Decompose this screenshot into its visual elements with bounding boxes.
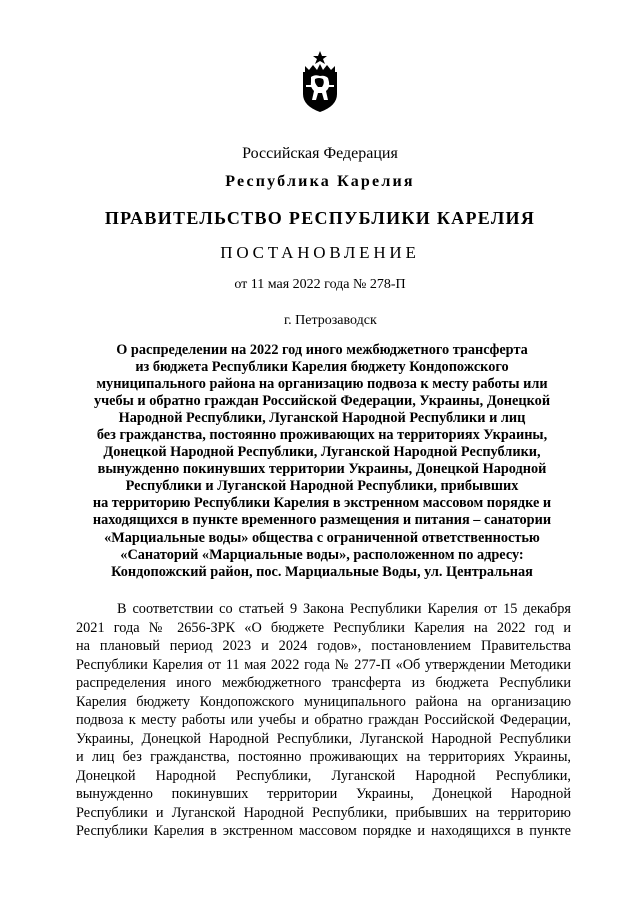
title-line: вынужденно покинувших территории Украины, Донецкой Народной <box>97 461 547 478</box>
body-line: Донецкой Народной Республики, Луганской Народной Республики, <box>76 767 571 784</box>
body-line: 2021 года № 2656-ЗРК «О бюджете Республики Карелия на 2022 год и <box>76 619 571 636</box>
document-date-number: от 11 мая 2022 года № 278-П <box>234 277 406 292</box>
karelia-coat-of-arms-icon <box>295 50 345 114</box>
body-line: Украины, Донецкой Народной Республики, Луганской Народной Республики <box>76 730 571 747</box>
title-line: находящихся в пункте временного размещения и питания – санатории <box>92 512 552 529</box>
body-line: Республики Карелия от 11 мая 2022 года № 277-П «Об утверждении Методики <box>76 656 571 673</box>
title-line: без гражданства, постоянно проживающих на территориях Украины, <box>96 427 548 444</box>
document-body <box>76 600 571 841</box>
government-name: ПРАВИТЕЛЬСТВО РЕСПУБЛИКИ КАРЕЛИЯ <box>104 208 536 228</box>
title-line: из бюджета Республики Карелия бюджету Кондопожского <box>135 359 509 376</box>
body-line: распределения иного межбюджетного трансферта из бюджета Республики <box>76 675 571 691</box>
title-line: Народной Республики, Луганской Народной Республики и лиц <box>118 410 526 427</box>
title-line: Кондопожский район, пос. Марциальные Воды, ул. Центральная <box>111 563 533 580</box>
body-line: Карелия бюджету Кондопожского муниципального района на организацию <box>76 693 571 710</box>
body-line: Республики Карелия в экстренном массовом порядке и находящихся в пункте <box>76 823 571 839</box>
title-line: на территорию Республики Карелия в экстренном массовом порядке и <box>92 495 552 512</box>
body-line: на плановый период 2023 и 2024 годов», постановлением Правительства <box>76 638 571 654</box>
document-city: г. Петрозаводск <box>284 313 377 328</box>
title-line: «Санаторий «Марциальные воды», расположенном по адресу: <box>120 546 524 563</box>
region-name: Республика Карелия <box>225 173 415 190</box>
title-line: учебы и обратно граждан Российской Федерации, Украины, Донецкой <box>93 393 551 410</box>
country-name: Российская Федерация <box>242 145 398 162</box>
document-type: ПОСТАНОВЛЕНИЕ <box>220 243 420 262</box>
title-line: Донецкой Народной Республики, Луганской Народной Республики, <box>103 444 541 461</box>
title-line: муниципального района на организацию подвоза к месту работы или <box>96 376 548 393</box>
title-line: «Марциальные воды» общества с ограниченной ответственностью <box>104 529 540 546</box>
title-line: О распределении на 2022 год иного межбюджетного трансферта <box>116 342 528 358</box>
title-line: Республики и Луганской Народной Республики, прибывших <box>125 478 519 495</box>
body-line: Республики и Луганской Народной Республики, прибывших на территорию <box>76 804 571 821</box>
document-title <box>80 342 564 581</box>
body-line: и лиц без гражданства, постоянно проживающих на территориях Украины, <box>76 749 571 765</box>
body-line: В соответствии со статьей 9 Закона Республики Карелия от 15 декабря <box>117 601 571 617</box>
body-line: вынужденно покинувших территории Украины, Донецкой Народной <box>76 786 571 802</box>
body-line: подвоза к месту работы или учебы и обратно граждан Российской Федерации, <box>76 712 571 728</box>
